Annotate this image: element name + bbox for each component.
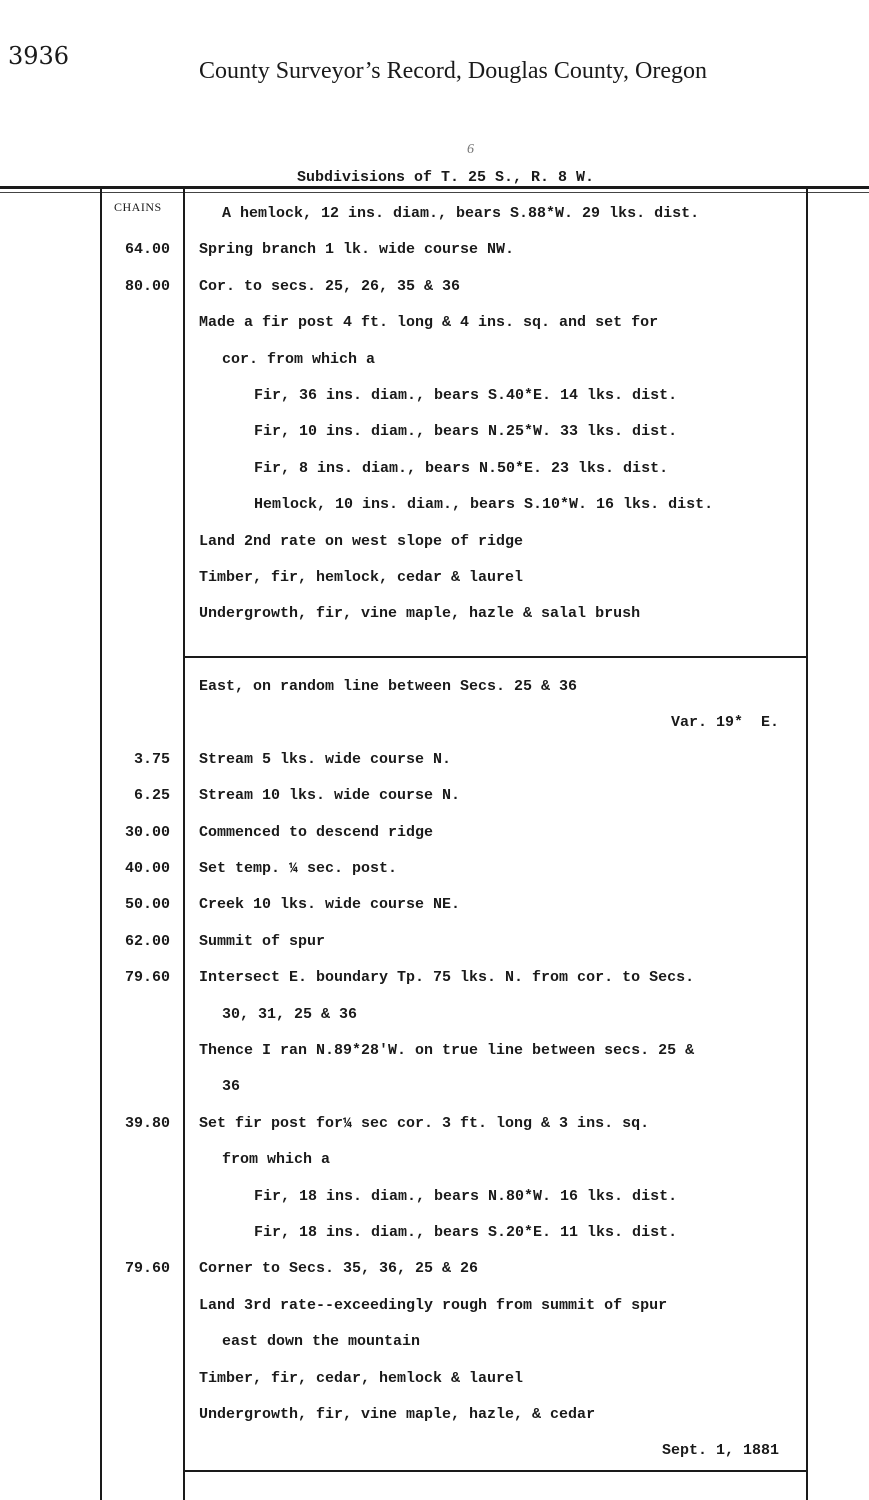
note-text: Undergrowth, fir, vine maple, hazle & salal brush bbox=[199, 605, 641, 623]
table-row bbox=[0, 998, 869, 1034]
note-text: Fir, 36 ins. diam., bears S.40*E. 14 lks. dist. bbox=[254, 387, 678, 404]
table-row bbox=[0, 961, 869, 997]
table-row bbox=[0, 670, 869, 706]
page-number: 3936 bbox=[8, 42, 70, 70]
note-text: cor. from which a bbox=[222, 350, 376, 368]
table-row bbox=[0, 379, 869, 415]
table-row bbox=[0, 525, 869, 561]
chains-value: 3.75 bbox=[133, 750, 170, 768]
chains-value: 50.00 bbox=[124, 896, 170, 914]
table-row bbox=[0, 343, 869, 379]
note-text: Creek 10 lks. wide course NE. bbox=[199, 896, 461, 914]
chains-value: 6.25 bbox=[133, 787, 170, 805]
chains-value: 80.00 bbox=[124, 277, 170, 295]
note-text: Land 3rd rate--exceedingly rough from summit of spur bbox=[199, 1296, 668, 1314]
table-top-rule bbox=[0, 186, 869, 189]
note-text: Set temp. ¼ sec. post. bbox=[199, 860, 398, 877]
note-text: Fir, 10 ins. diam., bears N.25*W. 33 lks. dist. bbox=[254, 423, 678, 441]
table-row bbox=[0, 1143, 869, 1179]
table-row bbox=[0, 1325, 869, 1361]
note-text: from which a bbox=[222, 1151, 331, 1169]
note-text: Commenced to descend ridge bbox=[199, 823, 434, 841]
table-row bbox=[0, 452, 869, 488]
chains-value: 39.80 bbox=[124, 1114, 170, 1132]
note-text: Corner to Secs. 35, 36, 25 & 26 bbox=[199, 1260, 479, 1278]
chains-column-header: CHAINS bbox=[114, 200, 162, 214]
table-row bbox=[0, 597, 869, 633]
note-text: Thence I ran N.89*28'W. on true line between secs. 25 & bbox=[199, 1042, 695, 1059]
table-row bbox=[0, 561, 869, 597]
table-row bbox=[0, 1034, 869, 1070]
table-row bbox=[0, 743, 869, 779]
chains-value: 40.00 bbox=[124, 860, 170, 877]
table-row bbox=[0, 852, 869, 888]
chains-value: 62.00 bbox=[124, 932, 170, 950]
note-text: Land 2nd rate on west slope of ridge bbox=[199, 532, 524, 550]
pencil-mark: 6 bbox=[467, 142, 474, 157]
table-row bbox=[0, 1107, 869, 1143]
note-text: Hemlock, 10 ins. diam., bears S.10*W. 16 lks. dist. bbox=[254, 496, 714, 514]
section-subtitle: Subdivisions of T. 25 S., R. 8 W. bbox=[297, 169, 595, 186]
block-separator bbox=[185, 656, 806, 658]
table-top-rule-thin bbox=[0, 192, 869, 193]
table-row bbox=[0, 1398, 869, 1434]
table-row bbox=[0, 488, 869, 524]
table-row bbox=[0, 306, 869, 342]
note-text: Made a fir post 4 ft. long & 4 ins. sq. and set for bbox=[199, 314, 659, 332]
table-row bbox=[0, 1070, 869, 1106]
chains-value: 79.60 bbox=[124, 969, 170, 987]
table-row bbox=[0, 270, 869, 306]
note-text: Fir, 18 ins. diam., bears S.20*E. 11 lks. dist. bbox=[254, 1224, 678, 1241]
table-row bbox=[0, 1216, 869, 1252]
note-text: Sept. 1, 1881 bbox=[661, 1442, 779, 1460]
note-text: 36 bbox=[222, 1078, 241, 1096]
note-text: Var. 19* E. bbox=[670, 714, 779, 732]
table-row bbox=[0, 779, 869, 815]
note-text: Timber, fir, hemlock, cedar & laurel bbox=[199, 569, 524, 586]
note-text: Summit of spur bbox=[199, 932, 326, 950]
table-row bbox=[0, 1180, 869, 1216]
table-row bbox=[0, 816, 869, 852]
note-text: A hemlock, 12 ins. diam., bears S.88*W. 29 lks. dist. bbox=[222, 205, 700, 222]
table-row bbox=[0, 197, 869, 233]
table-row bbox=[0, 233, 869, 269]
table-row bbox=[0, 1289, 869, 1325]
table-row bbox=[0, 925, 869, 961]
table-row bbox=[0, 1252, 869, 1288]
note-text: Fir, 18 ins. diam., bears N.80*W. 16 lks. dist. bbox=[254, 1187, 678, 1205]
chains-value: 64.00 bbox=[124, 241, 170, 259]
table-row bbox=[0, 415, 869, 451]
table-row bbox=[0, 1362, 869, 1398]
note-text: Set fir post for¼ sec cor. 3 ft. long & 3 ins. sq. bbox=[199, 1114, 650, 1132]
note-text: Stream 5 lks. wide course N. bbox=[199, 750, 452, 768]
note-text: Timber, fir, cedar, hemlock & laurel bbox=[199, 1369, 524, 1387]
chains-value: 30.00 bbox=[124, 823, 170, 841]
chains-value: 79.60 bbox=[124, 1260, 170, 1278]
note-text: east down the mountain bbox=[222, 1333, 421, 1351]
block-separator bbox=[185, 1470, 806, 1472]
note-text: East, on random line between Secs. 25 & 36 bbox=[199, 678, 578, 695]
note-text: Cor. to secs. 25, 26, 35 & 36 bbox=[199, 277, 461, 295]
table-row bbox=[0, 706, 869, 742]
note-text: Fir, 8 ins. diam., bears N.50*E. 23 lks. dist. bbox=[254, 459, 669, 477]
table-row bbox=[0, 888, 869, 924]
note-text: Stream 10 lks. wide course N. bbox=[199, 787, 461, 805]
table-row bbox=[0, 1434, 869, 1470]
note-text: Undergrowth, fir, vine maple, hazle, & cedar bbox=[199, 1406, 596, 1423]
note-text: Intersect E. boundary Tp. 75 lks. N. from cor. to Secs. bbox=[199, 969, 695, 987]
note-text: Spring branch 1 lk. wide course NW. bbox=[199, 241, 515, 259]
note-text: 30, 31, 25 & 36 bbox=[222, 1005, 358, 1023]
page-header-title: County Surveyor’s Record, Douglas County, Oregon bbox=[199, 58, 707, 84]
